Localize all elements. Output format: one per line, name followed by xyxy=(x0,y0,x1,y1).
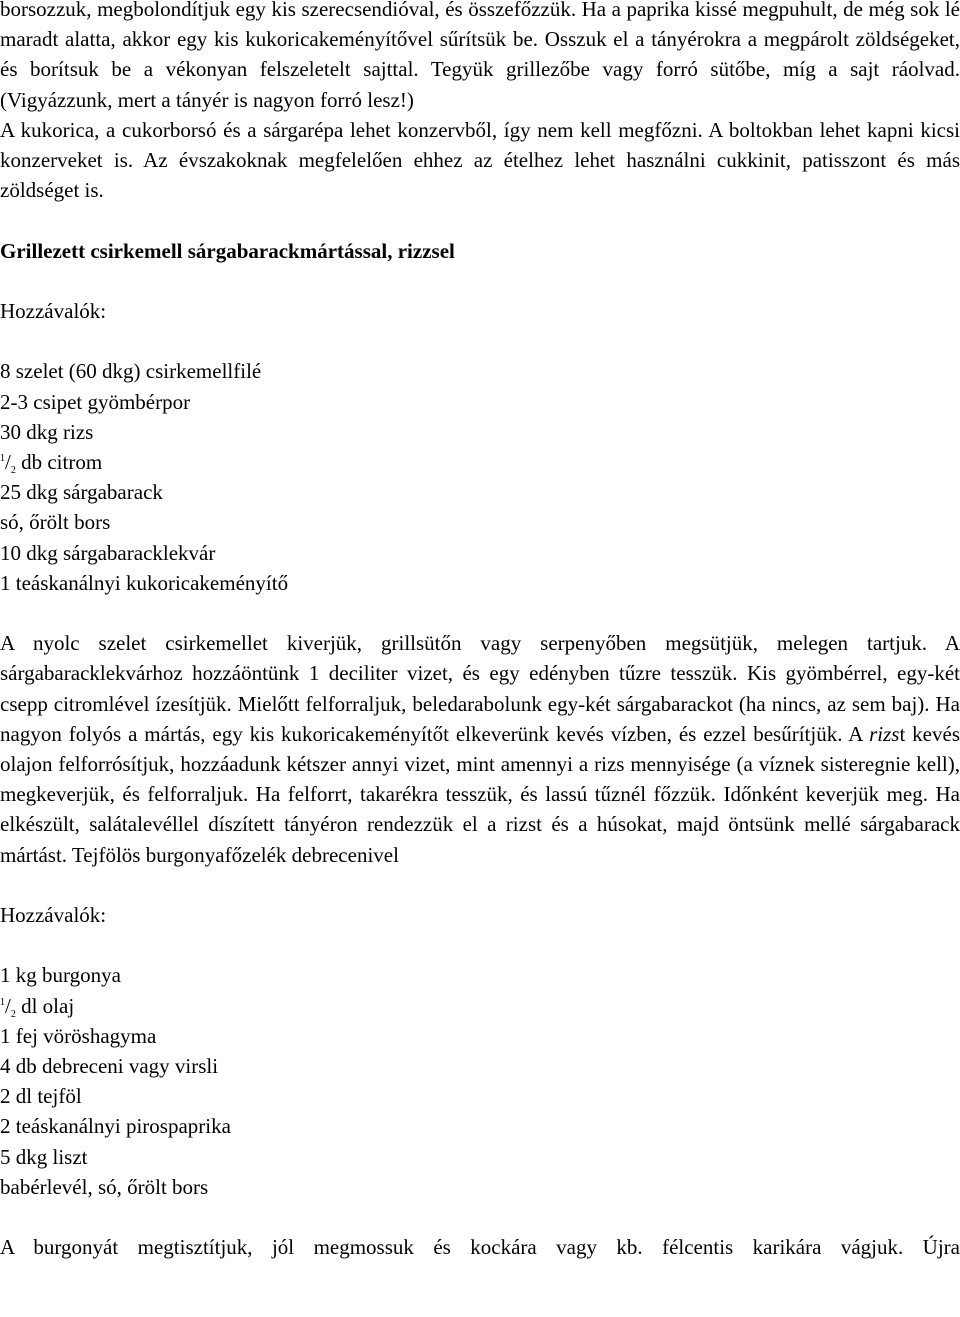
recipe-instructions: A nyolc szelet csirkemellet kiverjük, grillsütőn vagy serpenyőben megsütjük, melegen tartjuk. A sárgabaracklekvárhoz hozzáöntünk 1 deciliter vizet, és egy edényben tűzre tesszük. Kis gyömbérrel, egy-két csepp citromlével ízesítjük. Mielőtt felforraljuk, beledarabolunk egy-két sárgabarackot (ha nincs, az sem baj). Ha nagyon folyós a mártás, egy kis kukoricakeményítőt elkeverünk kevés vízben, és ezzel besűrítjük. A rizst kevés olajon felforrósítjuk, hozzáadunk kétszer annyi vizet, mint amennyi a rizs mennyisége (a víznek sisteregnie kell), megkeverjük, és felforraljuk. Ha felforrt, takarékra tesszük, és lassú tűznél főzzük. Időnként keverjük meg. Ha elkészült, salátalevéllel díszített tányéron rendezzük el a rizst és a húsokat, majd öntsünk mellé sárgabarack mártást. Tejfölös burgonyafőzelék debrecenivel xyxy=(0,631,960,867)
intro-paragraph-1: borsozzuk, megbolondítjuk egy kis szerecsendióval, és összefőzzük. Ha a paprika kissé megpuhult, de még sok lé maradt alatta, akkor egy kis kukoricakeményítővel sűrítsük be. Osszuk el a tányérokra a megpárolt zöldségeket, és borítsuk be a vékonyan felszeletelt sajttal. Tegyük grillezőbe vagy forró sütőbe, míg a sajt ráolvad. (Vigyázzunk, mert a tányér is nagyon forró lesz!) xyxy=(0,0,960,112)
list-item: 5 dkg liszt xyxy=(0,1144,88,1169)
recipe-instructions: A burgonyát megtisztítjuk, jól megmossuk és kockára vagy kb. félcentis karikára vágjuk. Újra xyxy=(0,1235,960,1260)
list-item: 30 dkg rizs xyxy=(0,419,94,444)
list-item: 1 kg burgonya xyxy=(0,963,121,988)
list-item: $^1/_2$ db citrom xyxy=(0,450,103,476)
spacer xyxy=(0,326,960,356)
ingredients-list xyxy=(0,356,960,598)
list-item: 2 teáskanálnyi pirospaprika xyxy=(0,1114,231,1139)
spacer xyxy=(0,598,960,628)
list-item: 1 fej vöröshagyma xyxy=(0,1023,157,1048)
list-item: 2 dl tejföl xyxy=(0,1084,82,1109)
spacer xyxy=(0,266,960,296)
ingredients-list xyxy=(0,960,960,1202)
recipe-title: Grillezett csirkemell sárgabarackmártással, rizzsel xyxy=(0,238,455,263)
list-item: 25 dkg sárgabarack xyxy=(0,480,163,505)
spacer xyxy=(0,1202,960,1232)
list-item: babérlevél, só, őrölt bors xyxy=(0,1174,209,1199)
spacer xyxy=(0,870,960,900)
list-item: só, őrölt bors xyxy=(0,510,111,535)
ingredients-label: Hozzávalók: xyxy=(0,299,107,323)
list-item: 8 szelet (60 dkg) csirkemellfilé xyxy=(0,359,262,384)
spacer xyxy=(0,205,960,235)
list-item: $^1/_2$ dl olaj xyxy=(0,993,75,1020)
spacer xyxy=(0,930,960,960)
list-item: 2-3 csipet gyömbérpor xyxy=(0,389,191,414)
list-item: 1 teáskanálnyi kukoricakeményítő xyxy=(0,570,289,595)
ingredients-label: Hozzávalók: xyxy=(0,903,107,928)
fraction: $^1/_2$ xyxy=(0,993,16,1020)
intro-paragraph-2: A kukorica, a cukorborsó és a sárgarépa lehet konzervből, így nem kell megfőzni. A boltokban lehet kapni kicsi konzerveket is. Az évszakoknak megfelelően ehhez az ételhez lehet használni cukkinit, patisszont és más zöldséget is. xyxy=(0,117,960,203)
list-item: 4 db debreceni vagy virsli xyxy=(0,1054,219,1079)
list-item: 10 dkg sárgabaracklekvár xyxy=(0,540,216,565)
fraction: $^1/_2$ xyxy=(0,450,16,476)
